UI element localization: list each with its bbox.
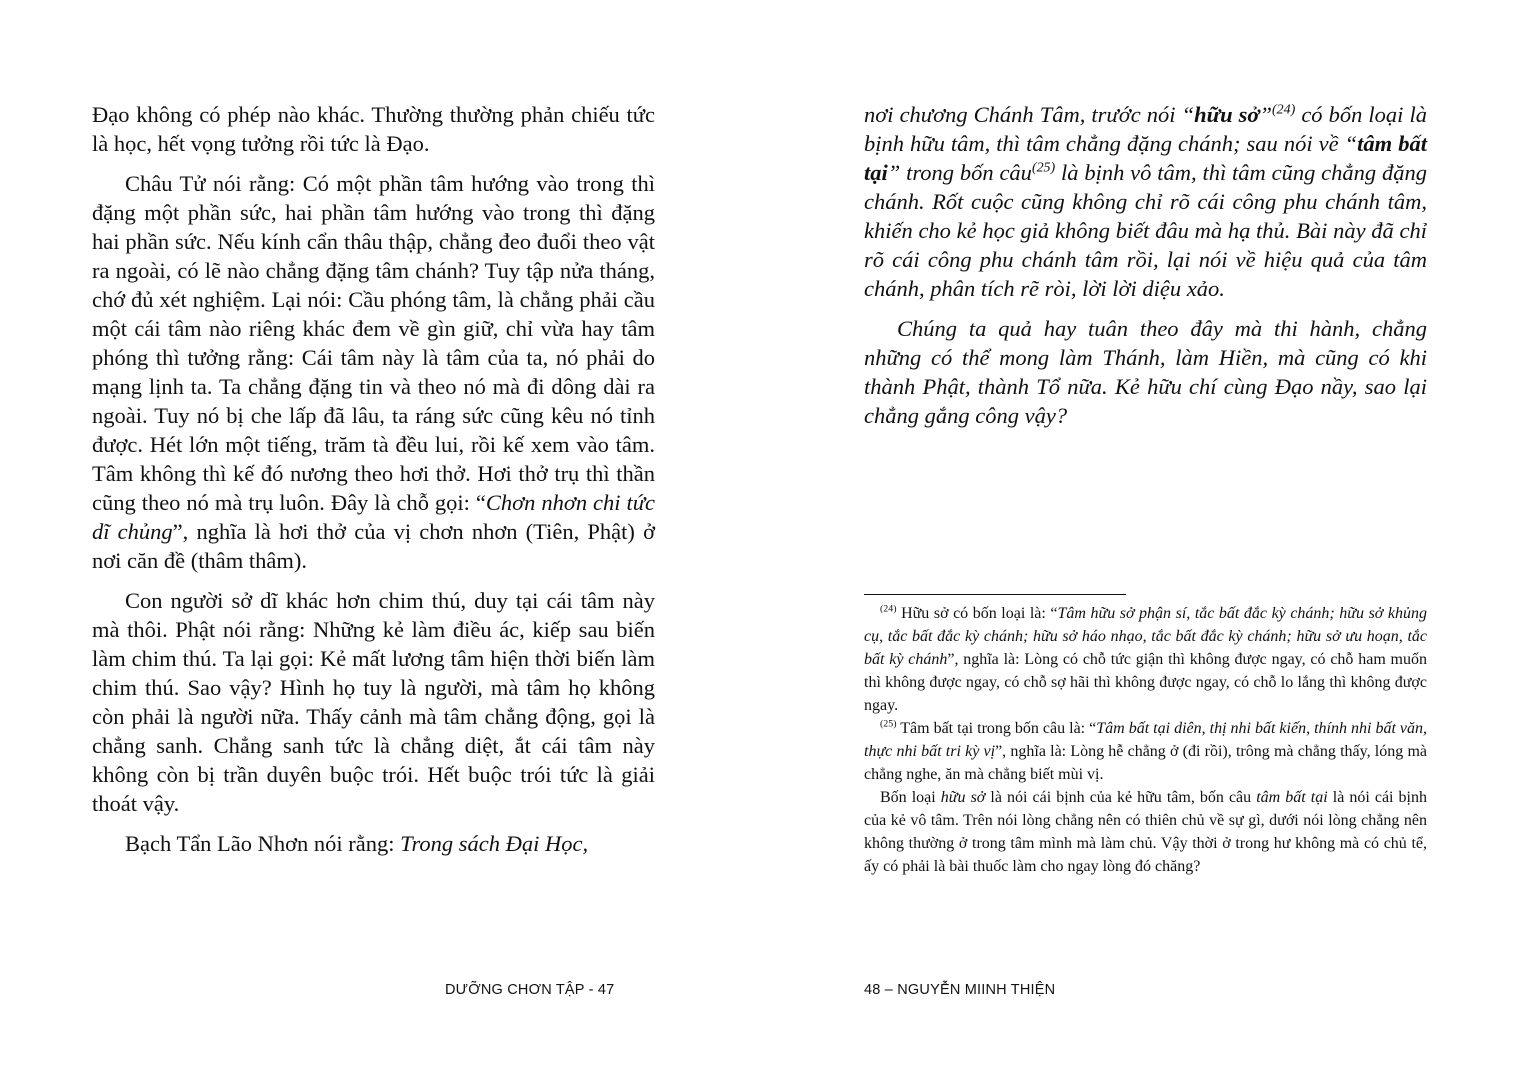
left-page <box>92 100 655 858</box>
paragraph-3: Con người sở dĩ khác hơn chim thú, duy tại cái tâm này mà thôi. Phật nói rằng: Những kẻ làm điều ác, kiếp sau biến làm chim thú. Ta lại gọi: Kẻ mất lương tâm hiện thời biến làm chim thú. Sao vậy? Hình họ tuy là người, mà tâm họ không còn phải là người nữa. Thấy cảnh mà tâm chẳng động, gọi là chẳng sanh. Chẳng sanh tức là chẳng diệt, ắt cái tâm này không còn bị trần duyên buộc trói. Hết buộc trói tức là giải thoát vậy. <box>92 588 655 816</box>
page-footer-right: 48 – NGUYỄN MIINH THIỆN <box>864 982 1056 998</box>
term-huu-so: hữu sở <box>1194 102 1260 127</box>
footnote-divider <box>864 594 1126 595</box>
footnote-commentary: Bốn loại hữu sở là nói cái bịnh của kẻ hữu tâm, bốn câu tâm bất tại là nói cái bịnh của kẻ vô tâm. Trên nói lòng chẳng nên có thiên chủ về sự gì, dưới nói lòng chẳng nên không thường ở trong tâm mình mà làm chủ. Vậy thời ở trong hư không mà có chủ tể, ấy có phải là bài thuốc làm cho ngay lòng đó chăng? <box>864 789 1427 875</box>
footnotes <box>864 602 1427 878</box>
paragraph-2: Châu Tử nói rằng: Có một phần tâm hướng vào trong thì đặng một phần sức, hai phần tâm hướng vào trong thì đặng hai phần sức. Nếu kính cẩn thâu thập, chẳng đeo đuổi theo vật ra ngoài, có lẽ nào chẳng đặng tâm chánh? Tuy tập nửa tháng, chớ đủ xét nghiệm. Lại nói: Cầu phóng tâm, là chẳng phải cầu một cái tâm nào riêng khác đem về gìn giữ, chỉ vừa hay tâm phóng thì tưởng rằng: Cái tâm này là tâm của ta, nó phải do mạng lịnh ta. Ta chẳng đặng tin và theo nó mà đi dông dài ra ngoài. Tuy nó bị che lấp đã lâu, ta ráng sức cũng kêu nó tỉnh được. Hét lớn một tiếng, trăm tà đều lui, rồi kế xem vào tâm. Tâm không thì kế đó nương theo hơi thở. Hơi thở trụ thì thần cũng theo nó mà trụ luôn. Đây là chỗ gọi: “Chơn nhơn chi tức dĩ chủng”, nghĩa là hơi thở của vị chơn nhơn (Tiên, Phật) ở nơi căn đề (thâm thâm). <box>92 171 656 573</box>
footnote-ref-24: (24) <box>1272 102 1296 118</box>
paragraph-1: Đạo không có phép nào khác. Thường thường phản chiếu tức là học, hết vọng tưởng rồi tức là Đạo. <box>92 102 655 156</box>
term-tam-bat-tai: tâm bất tại <box>864 131 1427 185</box>
footnote-25: $^{(25)}$ Tâm bất tại trong bốn câu là: “Tâm bất tại diên, thị nhi bất kiến, thính nhi bất văn, thực nhi bất tri kỳ vị”, nghĩa là: Lòng hễ chẳng ở (đi rồi), trông mà chẳng thấy, lóng mà chẳng nghe, ăn mà chẳng biết mùi vị. <box>864 718 1428 783</box>
paragraph-4: Bạch Tẩn Lão Nhơn nói rằng: Trong sách Đại Học, <box>125 831 589 856</box>
paragraph-closing: Chúng ta quả hay tuân theo đây mà thi hành, chẳng những có thể mong làm Thánh, làm Hiền, mà cũng có khi thành Phật, thành Tổ nữa. Kẻ hữu chí cùng Đạo nầy, sao lại chẳng gắng công vậy? <box>864 316 1427 428</box>
footnote-24: $^{(24)}$ Hữu sở có bốn loại là: “Tâm hữu sở phận sí, tắc bất đắc kỳ chánh; hữu sở khủng cụ, tắc bất đắc kỳ chánh; hữu sở háo nhạo, tắc bất đắc kỳ chánh; hữu sở ưu hoạn, tắc bất kỳ chánh”, nghĩa là: Lòng có chỗ tức giận thì không được ngay, có chỗ ham muốn thì không được ngay, có chỗ sợ hãi thì không được ngay, có chỗ lo lắng thì không được ngay. <box>864 603 1428 714</box>
footnote-ref-25: (25) <box>1031 160 1056 176</box>
quote-italic: Chơn nhơn chi tức dĩ chủng <box>92 490 656 544</box>
right-page <box>864 100 1427 430</box>
paragraph-continued: nơi chương Chánh Tâm, trước nói “hữu sở”$^{(24)}$ có bốn loại là bịnh hữu tâm, thì tâm chẳng đặng chánh; sau nói về “tâm bất tại” trong bốn câu$^{(25)}$ là bịnh vô tâm, thì tâm cũng chẳng đặng chánh. Rốt cuộc cũng không chỉ rõ cái công phu chánh tâm, khiến cho kẻ học giả không biết đâu mà hạ thủ. Bài này đã chỉ rõ cái công phu chánh tâm rồi, lại nói về hiệu quả của tâm chánh, phân tích rẽ ròi, lời lời diệu xảo. <box>864 102 1427 301</box>
page-footer-left: DƯỠNG CHƠN TẬP - 47 <box>445 982 615 998</box>
